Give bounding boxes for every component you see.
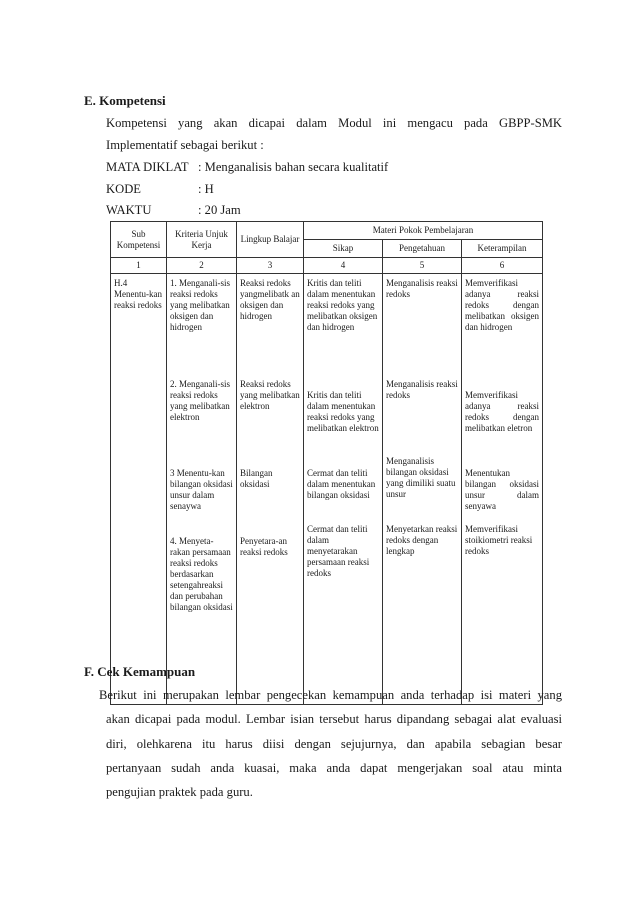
pengetahuan-item: Menganalisis reaksi redoks [386, 278, 458, 299]
header-pengetahuan: Pengetahuan [383, 240, 462, 258]
col-number: 6 [462, 258, 543, 274]
kriteria-item: 2. Menganali-sis reaksi redoks yang melibatkan elektron [170, 379, 230, 422]
section-f-line: Berikut ini merupakan lembar pengecekan kemampuan anda terhadap isi materi yang [99, 688, 562, 702]
header-keterampilan: Keterampilan [462, 240, 543, 258]
header-lingkup: Lingkup Balajar [237, 222, 304, 258]
header-materi: Materi Pokok Pembelajaran [304, 222, 543, 240]
lingkup-item: Reaksi redoks yangmelibatk an oksigen dan hidrogen [240, 278, 300, 321]
cell-pengetahuan [383, 274, 462, 705]
table-row [111, 274, 543, 705]
pengetahuan-item: Menganalisis reaksi redoks [386, 379, 458, 400]
keterampilan-item: Memverifikasi adanya reaksi redoks dengan melibatkan oksigen dan hidrogen [465, 278, 540, 332]
cell-sikap [304, 274, 383, 705]
meta-row-waktu [106, 203, 241, 218]
col-number: 5 [383, 258, 462, 274]
keterampilan-item: Memverifikasi stoikiometri reaksi redoks [465, 524, 533, 556]
cell-keterampilan [462, 274, 543, 705]
kompetensi-table [110, 221, 543, 705]
table-number-row [111, 258, 543, 274]
header-sikap: Sikap [304, 240, 383, 258]
sikap-item: Cermat dan teliti dalam menyetarakan persamaan reaksi redoks [307, 524, 370, 578]
meta-key: KODE [106, 182, 141, 196]
section-f-line: akan dicapai pada modul. Lembar isian tersebut harus dipandang sebagai alat evaluasi [106, 712, 562, 726]
kriteria-item: 1. Menganali-sis reaksi redoks yang melibatkan oksigen dan hidrogen [170, 278, 230, 332]
kriteria-item: 4. Menyeta-rakan persamaan reaksi redoks berdasarkan setengahreaksi dan perubahan bilangan oksidasi [170, 536, 233, 612]
meta-value: : H [198, 182, 214, 196]
pengetahuan-item: Menyetarkan reaksi redoks dengan lengkap [386, 524, 458, 556]
kriteria-item: 3 Menentu-kan bilangan oksidasi unsur dalam senaywa [170, 468, 233, 511]
sikap-item: Kritis dan teliti dalam menentukan reaksi redoks yang melibatkan elektron [307, 390, 379, 433]
meta-value: : Menganalisis bahan secara kualitatif [198, 160, 389, 174]
cell-kriteria [167, 274, 237, 705]
sub-kompetensi-text: H.4 Menentu-kan reaksi redoks [114, 278, 162, 310]
meta-row-kode [106, 182, 214, 197]
meta-value: : 20 Jam [198, 203, 241, 217]
col-number: 3 [237, 258, 304, 274]
cell-lingkup [237, 274, 304, 705]
pengetahuan-item: Menganalisis bilangan oksidasi yang dimiliki suatu unsur [386, 456, 456, 499]
header-sub-kompetensi: Sub Kompetensi [111, 222, 167, 258]
lingkup-item: Penyetara-an reaksi redoks [240, 536, 288, 557]
meta-key: WAKTU [106, 203, 152, 217]
header-kriteria: Kriteria Unjuk Kerja [167, 222, 237, 258]
section-f-line: diri, olehkarena itu harus diisi dengan sejujurnya, dan apabila sebagian besar [106, 737, 562, 751]
sikap-item: Cermat dan teliti dalam menentukan bilangan oksidasi [307, 468, 376, 500]
section-e-intro-line-2: Implementatif sebagai berikut : [106, 138, 264, 152]
section-f-line: pengujian praktek pada guru. [106, 785, 253, 799]
lingkup-item: Reaksi redoks yang melibatkan elektron [240, 379, 300, 411]
meta-key: MATA DIKLAT [106, 160, 189, 174]
col-number: 4 [304, 258, 383, 274]
sikap-item: Kritis dan teliti dalam menentukan reaksi redoks yang melibatkan oksigen dan hidrogen [307, 278, 378, 332]
section-e-intro-line-1: Kompetensi yang akan dicapai dalam Modul ini mengacu pada GBPP-SMK [106, 116, 562, 130]
col-number: 1 [111, 258, 167, 274]
keterampilan-item: Menentukan bilangan oksidasi unsur dalam senyawa [465, 468, 540, 511]
meta-row-mata-diklat [106, 160, 388, 175]
lingkup-item: Bilangan oksidasi [240, 468, 273, 489]
section-f-heading: F. Cek Kemampuan [84, 664, 196, 679]
cell-sub-kompetensi [111, 274, 167, 705]
section-f-line: pertanyaan sudah anda kuasai, maka anda dapat mengerjakan soal atau minta [106, 761, 562, 775]
col-number: 2 [167, 258, 237, 274]
keterampilan-item: Memverifikasi adanya reaksi redoks dengan melibatkan eletron [465, 390, 540, 433]
section-e-heading: E. Kompetensi [84, 93, 166, 108]
